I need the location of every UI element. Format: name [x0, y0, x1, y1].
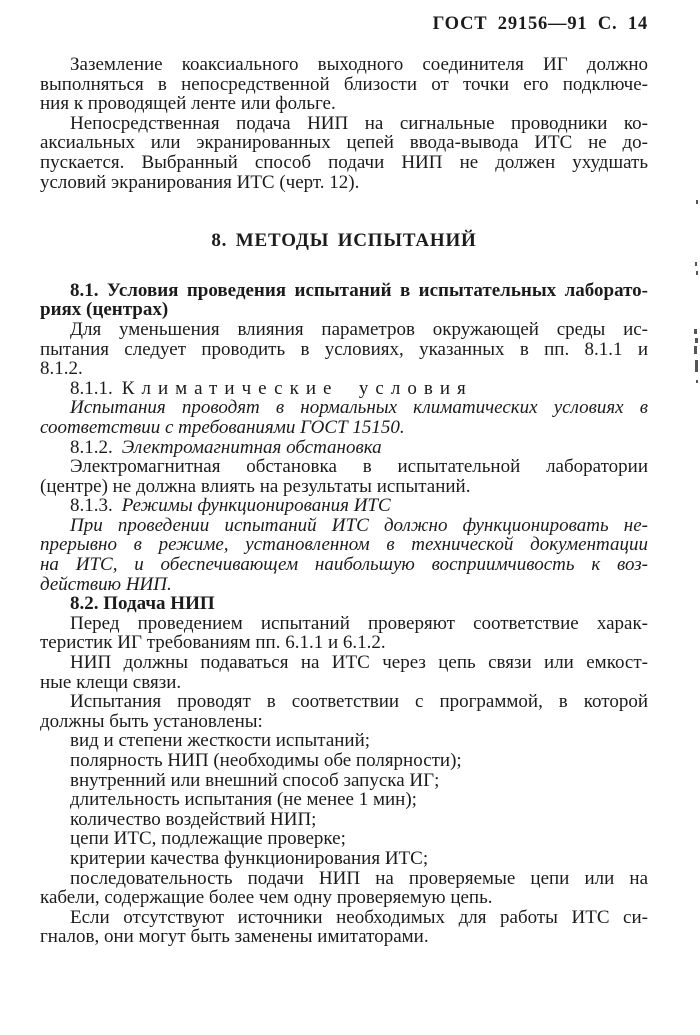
scan-artifact [694, 329, 697, 334]
text-line: количество воздействий НИП; [70, 808, 317, 830]
para-nip-coupling [40, 653, 648, 692]
para-test-program [40, 692, 648, 731]
subsection-heading-8-2 [40, 594, 648, 614]
text-line: ния к проводящей ленте или фольге. [40, 93, 336, 115]
para-nip-feed [40, 114, 648, 192]
para-em-environment [40, 457, 648, 496]
text-line: должны быть установлены: [40, 710, 263, 732]
scan-artifact [694, 346, 697, 354]
text-line: на ИТС, и обеспечивающем наибольшую восприимчивость к воз- [40, 554, 648, 576]
clause-heading-8-1-2 [40, 438, 648, 458]
para-environment-influence [40, 320, 648, 379]
scan-artifact [696, 271, 698, 275]
list-item-test-kind [40, 731, 648, 751]
text-line [40, 496, 648, 516]
text-line [40, 379, 648, 399]
clause-number: 8.1.3. [70, 495, 113, 517]
text-line: последовательность подачи НИП на проверяемые цепи или на [70, 867, 648, 889]
text-line: цепи ИТС, подлежащие проверке; [70, 828, 346, 850]
list-item-duration [40, 790, 648, 810]
clause-heading-8-1-1 [40, 379, 648, 399]
text-line: длительность испытания (не менее 1 мин); [70, 789, 417, 811]
clause-number: 8.1.2. [70, 436, 113, 458]
list-item-feed-sequence [40, 869, 648, 908]
text-line: Перед проведением испытаний проверяют соответствие харак- [70, 612, 648, 634]
text-line: теристик ИГ требованиям пп. 6.1.1 и 6.1.2. [40, 632, 386, 654]
text-line: 8.1.2. [40, 358, 83, 380]
text-line: (центре) не должна влиять на результаты испытаний. [40, 475, 471, 497]
text-line: пускается. Выбранный способ подачи НИП не должен ухудшать [40, 151, 648, 173]
text-line: пытания следует проводить в условиях, указанных в пп. 8.1.1 и [40, 338, 648, 360]
list-item-circuits [40, 829, 648, 849]
text-line: Электромагнитная обстановка в испытательной лаборатории [70, 456, 648, 478]
text-line: 8.2. Подача НИП [70, 593, 215, 615]
text-line: соответствии с требованиями ГОСТ 15150. [40, 416, 405, 438]
text-line: условий экранирования ИТС (черт. 12). [40, 171, 360, 193]
text-line: Заземление коаксиального выходного соединителя ИГ должно [70, 54, 648, 75]
clause-number: 8.1.1. [70, 377, 113, 399]
text-line: НИП должны подаваться на ИТС через цепь связи или емкост- [70, 652, 648, 674]
text-line: При проведении испытаний ИТС должно функционировать не- [70, 514, 648, 536]
scan-artifact [696, 200, 698, 204]
page-content [40, 55, 648, 947]
text-line: полярность НИП (необходимы обе полярности); [70, 750, 462, 771]
text-line: Испытания проводят в соответствии с программой, в которой [70, 691, 648, 713]
list-item-trigger-mode [40, 771, 648, 791]
text-line: кабели, содержащие более чем одну проверяемую цепь. [40, 887, 493, 909]
para-pre-test-check [40, 614, 648, 653]
text-line: Для уменьшения влияния параметров окружающей среды ис- [70, 318, 648, 340]
clause-title: Климатические условия [121, 377, 473, 399]
text-line: критерии качества функционирования ИТС; [70, 847, 429, 869]
text-line: вид и степени жесткости испытаний; [70, 730, 371, 752]
clause-heading-8-1-3 [40, 496, 648, 516]
clause-title: Режимы функционирования ИТС [121, 495, 391, 517]
para-grounding [40, 55, 648, 114]
scan-artifact [695, 360, 698, 372]
list-item-quality-criteria [40, 849, 648, 869]
page-header-gost-number: ГОСТ 29156—91 С. 14 [432, 14, 648, 34]
text-line: выполняться в непосредственной близости от точки его подключе- [40, 73, 648, 95]
text-line: прерывно в режиме, установленном в технической документации [40, 534, 648, 556]
text-line: риях (центрах) [40, 299, 169, 321]
list-item-polarity [40, 751, 648, 771]
text-line [40, 438, 648, 458]
list-item-impact-count [40, 810, 648, 830]
text-line: Непосредственная подача НИП на сигнальные проводники ко- [70, 112, 648, 134]
para-climatic-conditions [40, 398, 648, 437]
scan-artifact [695, 338, 698, 343]
clause-title: Электромагнитная обстановка [121, 436, 382, 458]
scan-artifact [695, 262, 697, 266]
subsection-heading-8-1 [40, 281, 648, 320]
text-line: Если отсутствуют источники необходимых для работы ИТС си- [70, 906, 648, 928]
text-line: ные клещи связи. [40, 671, 182, 693]
section-heading-8: 8. МЕТОДЫ ИСПЫТАНИЙ [211, 230, 477, 252]
text-line: действию НИП. [40, 573, 172, 595]
scan-artifact [696, 380, 698, 383]
para-operating-modes [40, 516, 648, 594]
text-line: Испытания проводят в нормальных климатических условиях в [70, 397, 648, 419]
text-line: 8.1. Условия проведения испытаний в испытательных лаборато- [70, 279, 648, 301]
text-line: внутренний или внешний способ запуска ИГ; [70, 769, 440, 791]
para-simulators [40, 908, 648, 947]
text-line: гналов, они могут быть заменены имитаторами. [40, 926, 429, 948]
text-line: аксиальных или экранированных цепей ввода-вывода ИТС не до- [40, 132, 648, 154]
